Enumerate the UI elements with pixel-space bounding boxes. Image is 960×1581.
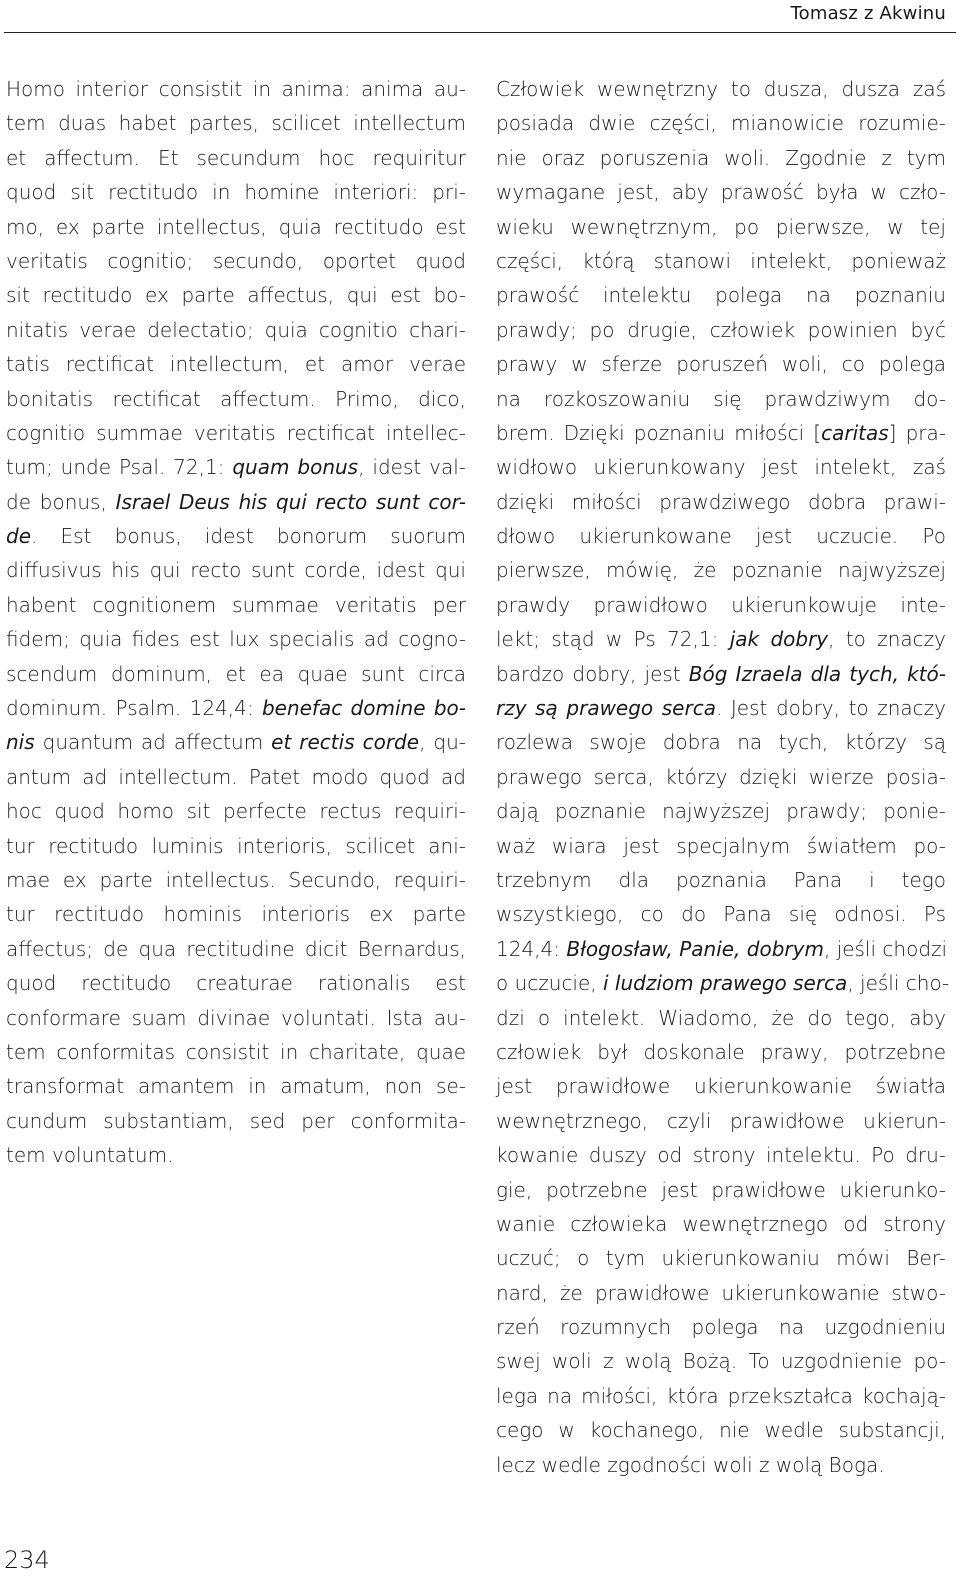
latin-text-line — [6, 657, 466, 691]
italic-quote: benefac domine bo- — [261, 696, 466, 721]
polish-text-line — [496, 278, 946, 312]
latin-text-line — [6, 1104, 466, 1138]
latin-text-line — [6, 691, 466, 725]
text-run: dominum. Psalm. 124,4: — [6, 696, 262, 721]
polish-text-line — [496, 1207, 946, 1241]
latin-text-line — [6, 897, 466, 931]
polish-text-line — [496, 553, 946, 587]
text-run: wewnętrznego, czyli prawidłowe ukierun- — [496, 1108, 946, 1133]
latin-text-line — [6, 553, 466, 587]
latin-text-line — [6, 1138, 466, 1172]
text-run: pierwsze, mówię, że poznanie najwyższej — [496, 558, 946, 583]
running-header-title: Tomasz z Akwinu — [790, 3, 946, 24]
text-run: dają poznanie najwyższej prawdy; ponie- — [496, 799, 946, 824]
polish-text-line — [496, 450, 946, 484]
latin-text-line — [6, 966, 466, 1000]
text-run: Człowiek wewnętrzny to dusza, dusza zaś — [496, 77, 946, 101]
italic-quote: caritas — [821, 420, 889, 445]
text-run: rozlewa swoje dobra na tych, którzy są — [496, 730, 946, 755]
text-run: prawdy; po drugie, człowiek powinien być — [496, 317, 946, 342]
polish-text-line — [496, 141, 946, 175]
latin-text-line — [6, 760, 466, 794]
text-run: transformat amantem in amatum, non se- — [6, 1074, 466, 1099]
text-run: posiada dwie części, mianowicie rozumie- — [496, 111, 946, 136]
text-run: . Est bonus, idest bonorum suorum — [31, 524, 466, 549]
text-run: prawego serca, którzy dzięki wierze posia- — [496, 764, 946, 789]
italic-quote: Israel Deus his qui recto sunt cor- — [115, 489, 466, 514]
text-run: hoc quod homo sit perfecte rectus requiri- — [6, 799, 466, 824]
text-run: tem voluntatum. — [6, 1143, 174, 1168]
text-run: fidem; quia fides est lux specialis ad cogno- — [6, 627, 466, 652]
polish-text-line — [496, 829, 946, 863]
text-run: jest prawidłowe ukierunkowanie światła — [496, 1074, 946, 1099]
text-run: brem. Dzięki poznaniu miłości [ — [496, 420, 822, 445]
page-number: 234 — [4, 1546, 50, 1574]
italic-quote: rzy są prawego serca — [496, 696, 716, 721]
polish-text-line — [496, 1413, 946, 1447]
text-run: dzi o intelekt. Wiadomo, że do tego, aby — [496, 1005, 946, 1030]
text-run: lega na miłości, która przekształca kochają- — [496, 1383, 946, 1408]
text-run: uczuć; o tym ukierunkowaniu mówi Ber- — [496, 1246, 946, 1271]
text-run: bardzo dobry, jest — [496, 661, 689, 686]
polish-text-line — [496, 175, 946, 209]
text-run: conformare suam divinae voluntati. Ista au- — [6, 1005, 466, 1030]
polish-text-line — [496, 794, 946, 828]
latin-text-line — [6, 863, 466, 897]
italic-quote: nis — [6, 730, 35, 755]
text-run: na rozkoszowaniu się prawdziwym do- — [496, 386, 946, 411]
running-header — [0, 0, 960, 34]
polish-text-line — [496, 932, 946, 966]
text-run: dzięki miłości prawdziwego dobra prawi- — [496, 489, 946, 514]
polish-text-line — [496, 1241, 946, 1275]
text-run: nard, że prawidłowe ukierunkowanie stwo- — [496, 1280, 946, 1305]
text-run: quantum ad affectum — [34, 730, 272, 755]
latin-text-line — [6, 1001, 466, 1035]
latin-text-line — [6, 1035, 466, 1069]
text-run: bonitatis rectificat affectum. Primo, dico, — [6, 386, 466, 411]
polish-text-line — [496, 622, 946, 656]
text-run: dłowo ukierunkowane jest uczucie. Po — [496, 524, 946, 549]
latin-text-line — [6, 932, 466, 966]
polish-text-line — [496, 106, 946, 140]
text-run: nitatis verae delectatio; quia cognitio chari- — [6, 317, 466, 342]
text-run: wszystkiego, co do Pana się odnosi. Ps — [496, 902, 946, 927]
latin-text-line — [6, 622, 466, 656]
text-run: wymagane jest, aby prawość była w czło- — [496, 180, 946, 205]
polish-text-line — [496, 657, 946, 691]
text-run: Homo interior consistit in anima: anima au- — [6, 77, 466, 101]
text-run: , idest val- — [358, 455, 466, 480]
polish-text-line — [496, 1276, 946, 1310]
text-run: tatis rectificat intellectum, et amor verae — [6, 352, 466, 377]
text-run: scendum dominum, et ea quae sunt circa — [6, 661, 466, 686]
latin-text-line — [6, 278, 466, 312]
polish-text-line — [496, 1379, 946, 1413]
polish-text-line — [496, 485, 946, 519]
text-run: tem duas habet partes, scilicet intellectum — [6, 111, 466, 136]
polish-text-line — [496, 588, 946, 622]
latin-text-line — [6, 106, 466, 140]
text-run: et affectum. Et secundum hoc requiritur — [6, 145, 466, 170]
text-run: tur rectitudo luminis interioris, scilicet ani- — [6, 833, 466, 858]
text-run: quod sit rectitudo in homine interiori: pri- — [6, 180, 466, 205]
polish-text-line — [496, 897, 946, 931]
text-run: wieku wewnętrznym, po pierwsze, w tej — [496, 214, 946, 239]
latin-text-line — [6, 175, 466, 209]
text-run: cognitio summae veritatis rectificat intellec- — [6, 420, 466, 445]
text-run: gie, potrzebne jest prawidłowe ukierunko- — [496, 1177, 946, 1202]
polish-text-line — [496, 347, 946, 381]
polish-text-line — [496, 1138, 946, 1172]
latin-text-line — [6, 72, 466, 106]
polish-text-line — [496, 382, 946, 416]
italic-quote: Błogosław, Panie, dobrym — [566, 936, 824, 961]
polish-text-line — [496, 72, 946, 106]
text-run: widłowo ukierunkowany jest intelekt, zaś — [496, 455, 946, 480]
text-run: antum ad intellectum. Patet modo quod ad — [6, 764, 466, 789]
polish-text-line — [496, 1104, 946, 1138]
text-run: habent cognitionem summae veritatis per — [6, 592, 466, 617]
latin-text-line — [6, 1069, 466, 1103]
text-run: mae ex parte intellectus. Secundo, requiri- — [6, 867, 466, 892]
italic-quote: et rectis corde — [271, 730, 420, 755]
polish-text-line — [496, 1001, 946, 1035]
text-run: affectus; de qua rectitudine dicit Bernardus, — [6, 936, 466, 961]
text-run: człowiek był doskonale prawy, potrzebne — [496, 1039, 946, 1064]
text-run: prawość intelektu polega na poznaniu — [496, 283, 946, 308]
latin-text-column — [6, 72, 466, 1173]
latin-text-line — [6, 485, 466, 519]
polish-text-line — [496, 760, 946, 794]
polish-text-line — [496, 863, 946, 897]
latin-text-line — [6, 829, 466, 863]
polish-text-line — [496, 1173, 946, 1207]
polish-text-line — [496, 691, 946, 725]
polish-text-line — [496, 1035, 946, 1069]
polish-text-line — [496, 210, 946, 244]
text-run: , jeśli cho- — [847, 971, 950, 996]
latin-text-line — [6, 416, 466, 450]
text-run: cego w kochanego, nie wedle substancji, — [496, 1418, 946, 1443]
italic-quote: Bóg Izraela dla tych, któ- — [688, 661, 946, 686]
text-run: mo, ex parte intellectus, quia rectitudo est — [6, 214, 466, 239]
text-run: waż wiara jest specjalnym światłem po- — [496, 833, 946, 858]
text-run: , jeśli chodzi — [823, 936, 948, 961]
header-rule — [4, 32, 956, 33]
text-run: rzeń rozumnych polega na uzgodnieniu — [496, 1315, 946, 1340]
latin-text-line — [6, 347, 466, 381]
text-run: swej woli z wolą Bożą. To uzgodnienie po- — [496, 1349, 946, 1374]
text-run: trzebnym dla poznania Pana i tego — [496, 867, 946, 892]
latin-text-line — [6, 210, 466, 244]
text-run: tum; unde Psal. 72,1: — [6, 455, 233, 480]
text-run: de bonus, — [6, 489, 116, 514]
text-run: veritatis cognitio; secundo, oportet quod — [6, 248, 466, 273]
polish-text-line — [496, 1448, 946, 1482]
latin-text-line — [6, 519, 466, 553]
text-run: . Jest dobry, to znaczy — [715, 696, 946, 721]
polish-text-line — [496, 966, 950, 1000]
text-run: tur rectitudo hominis interioris ex parte — [6, 902, 466, 927]
text-run: quod rectitudo creaturae rationalis est — [6, 971, 466, 996]
text-run: prawy w sferze poruszeń woli, co polega — [496, 352, 946, 377]
text-run: , qu- — [419, 730, 466, 755]
text-run: cundum substantiam, sed per conformita- — [6, 1108, 466, 1133]
latin-text-line — [6, 313, 466, 347]
polish-text-line — [496, 244, 946, 278]
polish-text-line — [496, 1069, 946, 1103]
text-run: prawdy prawidłowo ukierunkowuje inte- — [496, 592, 946, 617]
latin-text-line — [6, 382, 466, 416]
polish-text-line — [496, 1344, 946, 1378]
latin-text-line — [6, 588, 466, 622]
text-run: wanie człowieka wewnętrznego od strony — [496, 1211, 946, 1236]
polish-translation-column — [496, 72, 950, 1482]
text-run: części, którą stanowi intelekt, ponieważ — [496, 248, 946, 273]
italic-quote: jak dobry — [729, 627, 829, 652]
text-run: lecz wedle zgodności woli z wolą Boga. — [496, 1452, 885, 1477]
text-run: kowanie duszy od strony intelektu. Po dru- — [496, 1143, 946, 1168]
polish-text-line — [496, 416, 946, 450]
text-run: , to znaczy — [828, 627, 946, 652]
latin-text-line — [6, 450, 466, 484]
text-run: lekt; stąd w Ps 72,1: — [496, 627, 730, 652]
text-run: 124,4: — [496, 936, 567, 961]
text-run: sit rectitudo ex parte affectus, qui est bo- — [6, 283, 466, 308]
italic-quote: i ludziom prawego serca — [603, 971, 848, 996]
latin-text-line — [6, 725, 466, 759]
text-run: o uczucie, — [496, 971, 604, 996]
polish-text-line — [496, 519, 946, 553]
text-run: diffusivus his qui recto sunt corde, idest qui — [6, 558, 466, 583]
polish-text-line — [496, 313, 946, 347]
latin-text-line — [6, 141, 466, 175]
latin-text-line — [6, 794, 466, 828]
text-run: nie oraz poruszenia woli. Zgodnie z tym — [496, 145, 946, 170]
text-run: tem conformitas consistit in charitate, quae — [6, 1039, 466, 1064]
latin-text-line — [6, 244, 466, 278]
italic-quote: quam bonus — [232, 455, 359, 480]
text-run: ] pra- — [888, 420, 946, 445]
polish-text-line — [496, 725, 946, 759]
polish-text-line — [496, 1310, 946, 1344]
italic-quote: de — [6, 524, 31, 549]
